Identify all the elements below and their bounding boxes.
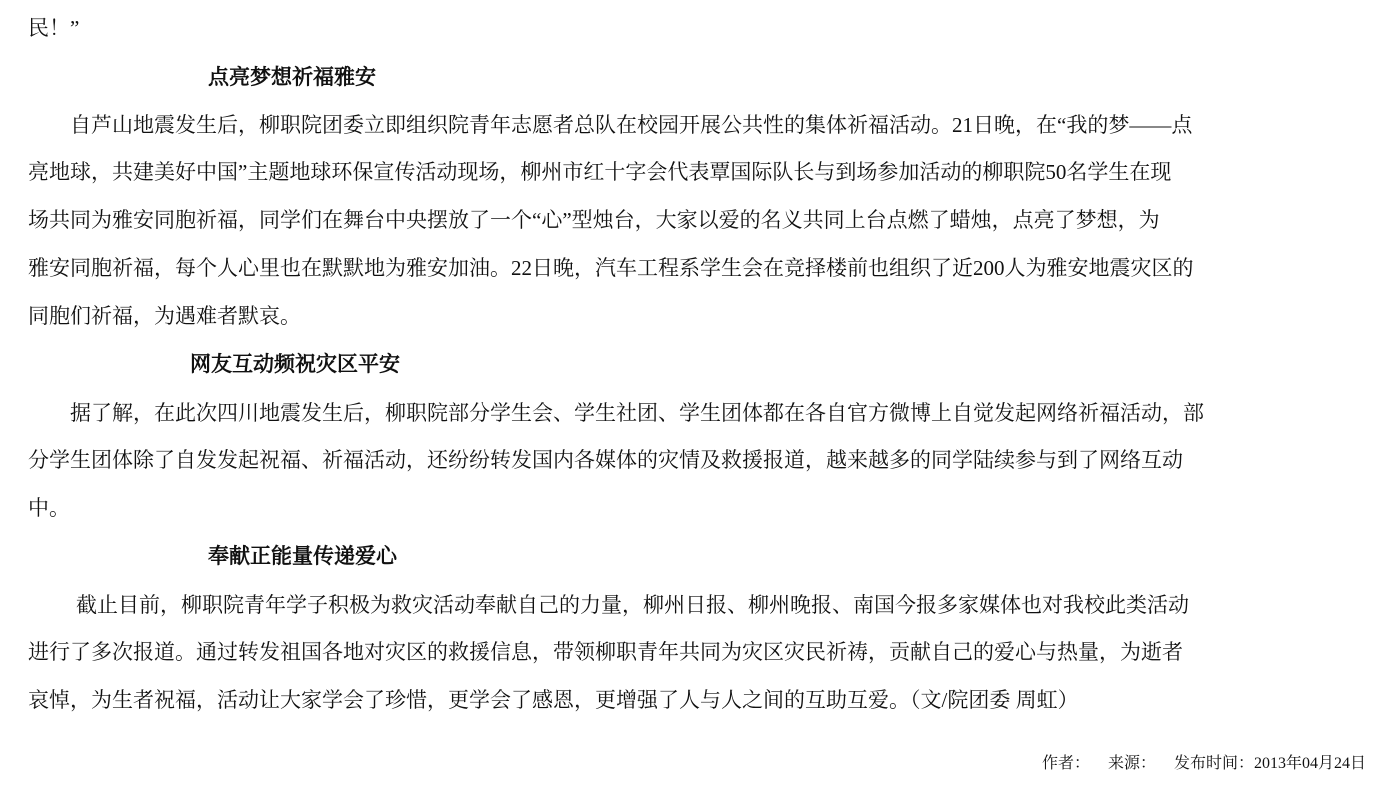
paragraph-line: 亮地球，共建美好中国”主题地球环保宣传活动现场，柳州市红十字会代表覃国际队长与到场参加活动的柳职院50名学生在现: [28, 160, 1172, 184]
paragraph-line: 据了解，在此次四川地震发生后，柳职院部分学生会、学生社团、学生团体都在各自官方微博上自觉发起网络祈福活动，部: [70, 401, 1204, 425]
paragraph-line: 自芦山地震发生后，柳职院团委立即组织院青年志愿者总队在校园开展公共性的集体祈福活动。21日晚，在“我的梦——点: [70, 113, 1193, 137]
paragraph-line: 截止目前，柳职院青年学子积极为救灾活动奉献自己的力量，柳州日报、柳州晚报、南国今报多家媒体也对我校此类活动: [76, 593, 1189, 617]
paragraph-line: 哀悼，为生者祝福，活动让大家学会了珍惜，更学会了感恩，更增强了人与人之间的互助互爱。（文/院团委 周虹）: [28, 688, 1079, 712]
paragraph-line: 场共同为雅安同胞祈福，同学们在舞台中央摆放了一个“心”型烛台，大家以爱的名义共同上台点燃了蜡烛，点亮了梦想，为: [28, 208, 1160, 232]
article-footer: [1028, 750, 1366, 773]
paragraph-line: 中。: [28, 496, 70, 520]
section-heading: 点亮梦想祈福雅安: [208, 65, 376, 89]
publish-date: 发布时间：2013年04月24日: [1173, 755, 1366, 772]
paragraph-line: 雅安同胞祈福，每个人心里也在默默地为雅安加油。22日晚，汽车工程系学生会在竞择楼前也组织了近200人为雅安地震灾区的: [28, 256, 1194, 280]
paragraph-line: 分学生团体除了自发发起祝福、祈福活动，还纷纷转发国内各媒体的灾情及救援报道，越来越多的同学陆续参与到了网络互动: [28, 448, 1183, 472]
source-label: 来源：: [1107, 755, 1156, 772]
section-heading: 网友互动频祝灾区平安: [190, 352, 400, 376]
paragraph-line: 同胞们祈福，为遇难者默哀。: [28, 304, 301, 328]
text-fragment: 民！”: [28, 16, 80, 40]
author-label: 作者：: [1041, 755, 1090, 772]
section-heading: 奉献正能量传递爱心: [208, 544, 397, 568]
paragraph-line: 进行了多次报道。通过转发祖国各地对灾区的救援信息，带领柳职青年共同为灾区灾民祈祷，贡献自己的爱心与热量，为逝者: [28, 640, 1183, 664]
